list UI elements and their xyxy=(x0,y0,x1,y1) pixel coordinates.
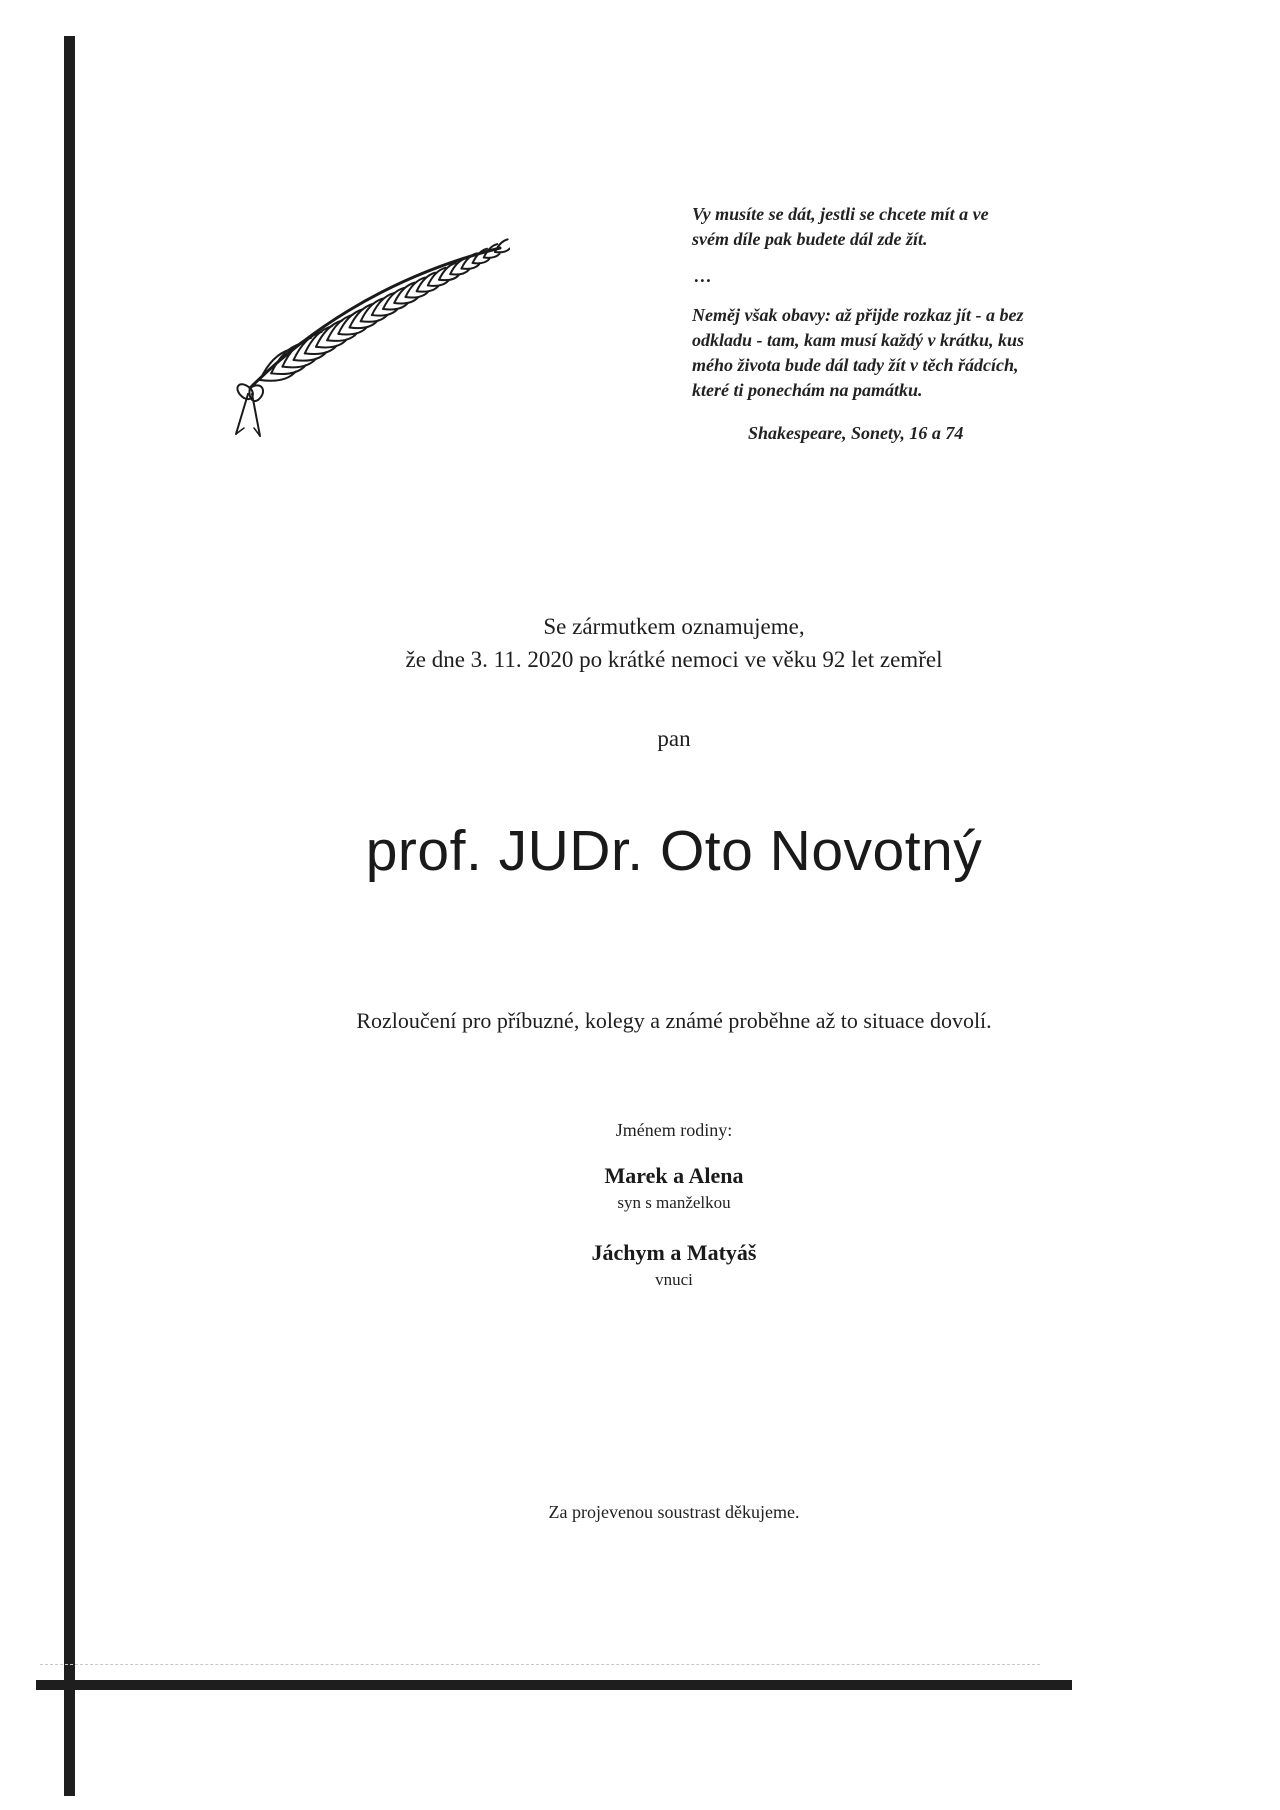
mourning-border-horizontal xyxy=(36,1680,1072,1690)
scan-artifact-line xyxy=(40,1664,1040,1665)
family-member-name: Marek a Alena xyxy=(604,1163,744,1188)
family-label: Jménem rodiny: xyxy=(615,1120,733,1140)
family-member-name: Jáchym a Matyáš xyxy=(591,1240,757,1265)
quote-line: odkladu - tam, kam musí každý v krátku, kus xyxy=(692,330,1025,350)
quote-line: mého života bude dál tady žít v těch řádcích, xyxy=(692,355,1019,375)
family-member-role: vnuci xyxy=(655,1270,693,1289)
quote-line: svém díle pak budete dál zde žít. xyxy=(692,229,928,249)
quote-line: Neměj však obavy: až přijde rozkaz jít - a bez xyxy=(692,305,1024,325)
quote-attribution: Shakespeare, Sonety, 16 a 74 xyxy=(748,423,964,443)
quote-line: Vy musíte se dát, jestli se chcete mít a ve xyxy=(692,204,989,224)
deceased-name: prof. JUDr. Oto Novotný xyxy=(365,819,983,883)
death-announcement xyxy=(76,610,1272,676)
farewell-notice: Rozloučení pro příbuzné, kolegy a známé proběhne až to situace dovolí. xyxy=(356,1008,992,1033)
quote-line: které ti ponechám na památku. xyxy=(692,380,923,400)
salutation: pan xyxy=(657,726,691,751)
palm-branch-icon xyxy=(230,238,510,448)
quote-ellipsis: … xyxy=(694,266,712,286)
mourning-border-vertical xyxy=(64,36,75,1796)
announcement-line: Se zármutkem oznamujeme, xyxy=(543,614,805,639)
announcement-line: že dne 3. 11. 2020 po krátké nemoci ve věku 92 let zemřel xyxy=(405,647,943,672)
thanks-note: Za projevenou soustrast děkujeme. xyxy=(548,1502,800,1522)
family-member-role: syn s manželkou xyxy=(617,1193,731,1212)
palm-leaflet xyxy=(495,239,508,252)
epigraph-quote xyxy=(692,202,1132,446)
